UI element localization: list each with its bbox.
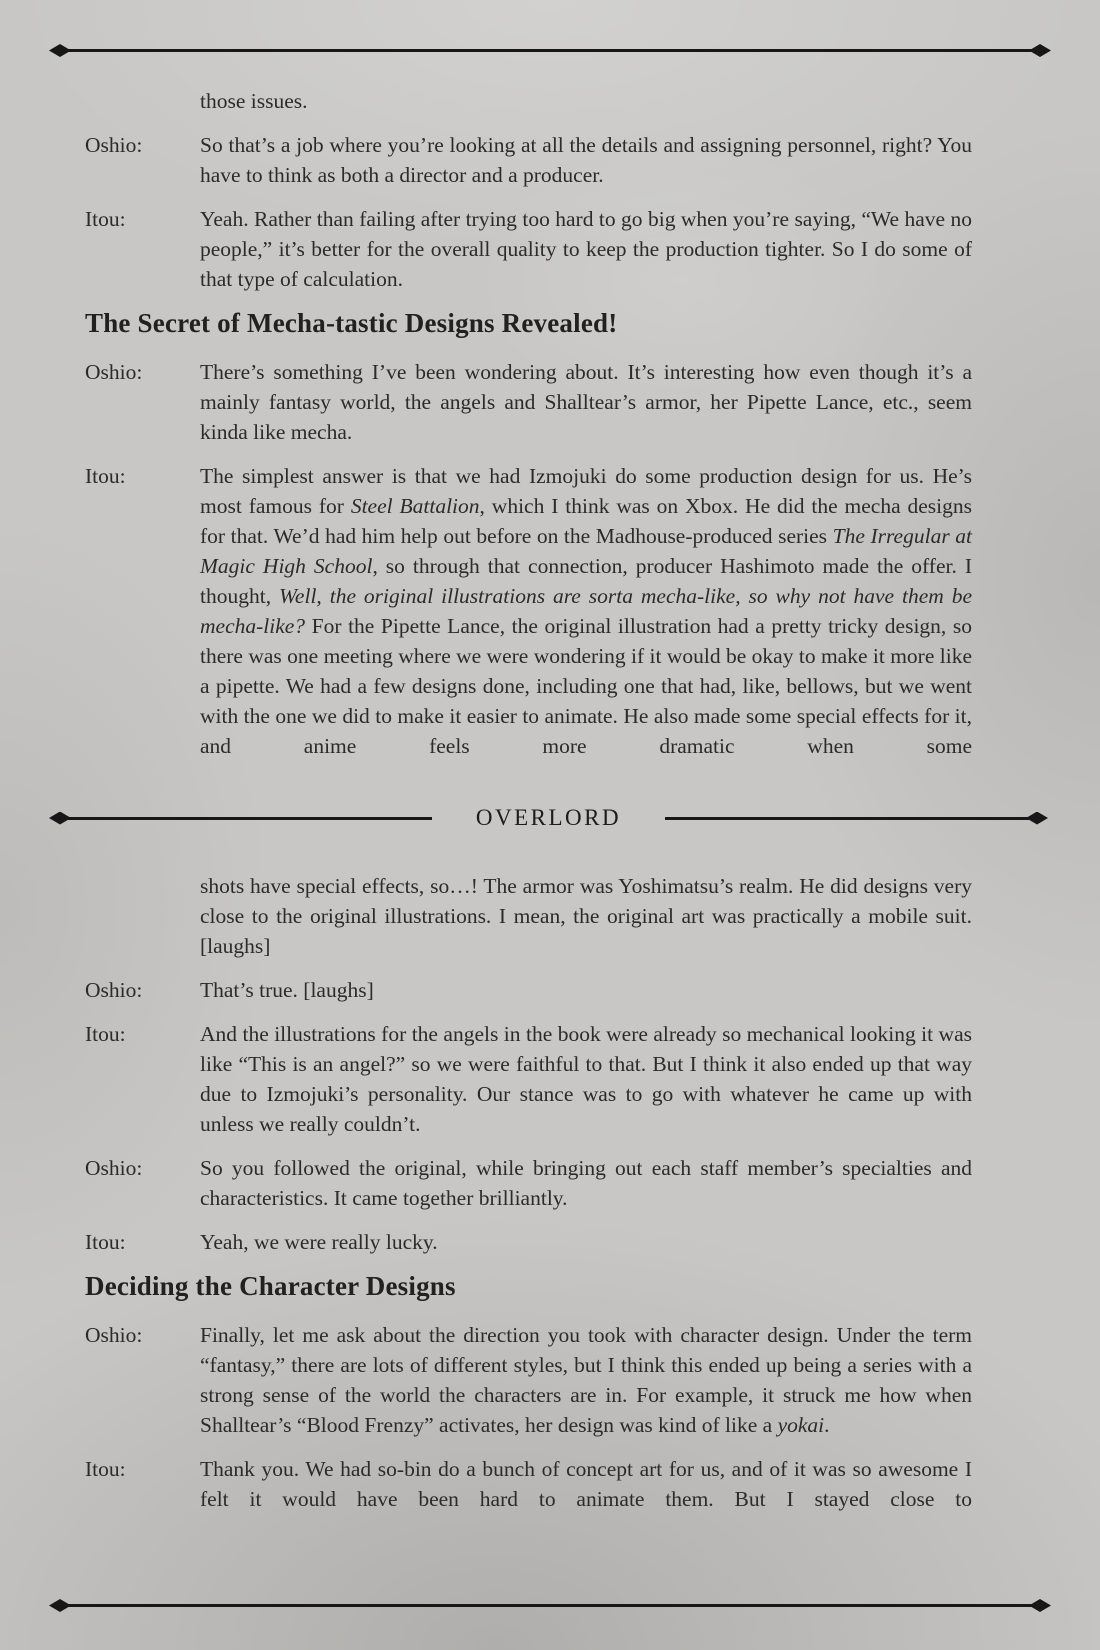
text-run: And the illustrations for the angels in the book were already so mechanical looking it was like “This is an angel?” so we were faithful to that. But I think it also ended up that way due to Izmojuki’s personality. Our stance was to go with whatever he came up with unless we really couldn’t.	[200, 1022, 972, 1136]
text-run: Yeah. Rather than failing after trying too hard to go big when you’re saying, “We have no people,” it’s better for the overall quality to keep the production tighter. So I do some of that type of calculation.	[200, 207, 972, 291]
italic-text-run: Steel Battalion	[350, 494, 480, 518]
top-rule	[52, 44, 1048, 57]
speaker-label: Oshio:	[85, 978, 143, 1002]
text-run: There’s something I’ve been wondering about. It’s interesting how even though it’s a mainly fantasy world, the angels and Shalltear’s armor, her Pipette Lance, etc., seem kinda like mecha.	[200, 360, 972, 444]
diamond-icon	[49, 1599, 71, 1612]
text-run: , so through that connection, producer Hashimoto made the offer. I thought,	[200, 554, 972, 608]
top-rule-line	[68, 49, 1032, 52]
text-run: Thank you. We had so-bin do a bunch of concept art for us, and of it was so awesome I felt it would have been hard to animate them. But I stayed close to	[200, 1457, 972, 1511]
continuation-entry	[85, 871, 972, 961]
dialogue-entry	[85, 1227, 972, 1257]
dialogue-text	[200, 1320, 972, 1440]
overlord-logo-text: OVERLORD	[475, 805, 622, 830]
dialogue-text	[200, 204, 972, 294]
text-run: So that’s a job where you’re looking at all the details and assigning personnel, right? You have to think as both a director and a producer.	[200, 133, 972, 187]
dialogue-entry	[85, 1019, 972, 1139]
section-heading: Deciding the Character Designs	[85, 1271, 456, 1301]
dialogue-entry	[85, 357, 972, 447]
overlord-divider	[52, 805, 1045, 831]
dialogue-text	[200, 86, 972, 116]
continuation-entry	[85, 86, 972, 116]
text-run: So you followed the original, while bringing out each staff member’s specialties and characteristics. It came together brilliantly.	[200, 1156, 972, 1210]
dialogue-text	[200, 1454, 972, 1514]
text-run: shots have special effects, so…! The armor was Yoshimatsu’s realm. He did designs very close to the original illustrations. I mean, the original art was practically a mobile suit. [laughs]	[200, 874, 972, 958]
italic-text-run: Well, the original illustrations are sorta mecha-like, so why not have them be mecha-like?	[200, 584, 972, 638]
text-run: .	[824, 1413, 830, 1437]
divider-line	[68, 817, 432, 820]
dialogue-entry	[85, 1153, 972, 1213]
bottom-rule-line	[68, 1604, 1032, 1607]
section-heading: The Secret of Mecha-tastic Designs Revealed!	[85, 308, 618, 338]
text-run: The simplest answer is that we had Izmojuki do some production design for us. He’s most famous for	[200, 464, 972, 518]
diamond-icon	[1029, 1599, 1051, 1612]
text-run: Finally, let me ask about the direction you took with character design. Under the term “fantasy,” there are lots of different styles, but I think this ended up being a series with a strong sense of the world the characters are in. For example, it struck me how when Shalltear’s “Blood Frenzy” activates, her design was kind of like a	[200, 1323, 972, 1437]
speaker-label: Itou:	[85, 207, 126, 231]
text-run: , which I think was on Xbox. He did the mecha designs for that. We’d had him help out before on the Madhouse-produced series	[200, 494, 972, 548]
text-run: That’s true. [laughs]	[200, 978, 374, 1002]
speaker-label: Oshio:	[85, 1156, 143, 1180]
dialogue-entry	[85, 1320, 972, 1440]
speaker-label: Oshio:	[85, 360, 143, 384]
dialogue-entry	[85, 1454, 972, 1514]
speaker-label: Itou:	[85, 464, 126, 488]
dialogue-entry	[85, 130, 972, 190]
dialogue-text	[200, 871, 972, 961]
dialogue-text	[200, 1227, 972, 1257]
italic-text-run: The Irregular at Magic High School	[200, 524, 972, 578]
speaker-label: Oshio:	[85, 1323, 143, 1347]
diamond-icon	[1029, 44, 1051, 57]
page-content	[85, 86, 972, 1528]
dialogue-entry	[85, 975, 972, 1005]
dialogue-text	[200, 130, 972, 190]
diamond-icon	[49, 44, 71, 57]
dialogue-text	[200, 1019, 972, 1139]
divider-line	[665, 817, 1029, 820]
dialogue-entry	[85, 461, 972, 761]
text-run: Yeah, we were really lucky.	[200, 1230, 438, 1254]
dialogue-text	[200, 1153, 972, 1213]
speaker-label	[85, 871, 200, 961]
dialogue-entry	[85, 204, 972, 294]
speaker-label: Oshio:	[85, 133, 143, 157]
speaker-label	[85, 86, 200, 116]
speaker-label: Itou:	[85, 1230, 126, 1254]
text-run: For the Pipette Lance, the original illustration had a pretty tricky design, so there was one meeting where we were wondering if it would be okay to make it more like a pipette. We had a few designs done, including one that had, like, bellows, but we went with the one we did to make it easier to animate. He also made some special effects for it, and anime feels more dramatic when some	[200, 614, 972, 758]
italic-text-run: yokai	[777, 1413, 825, 1437]
bottom-rule	[52, 1599, 1048, 1612]
dialogue-text	[200, 461, 972, 761]
diamond-icon	[1026, 812, 1048, 825]
text-run: those issues.	[200, 89, 308, 113]
speaker-label: Itou:	[85, 1457, 126, 1481]
dialogue-text	[200, 975, 972, 1005]
speaker-label: Itou:	[85, 1022, 126, 1046]
diamond-icon	[49, 812, 71, 825]
dialogue-text	[200, 357, 972, 447]
